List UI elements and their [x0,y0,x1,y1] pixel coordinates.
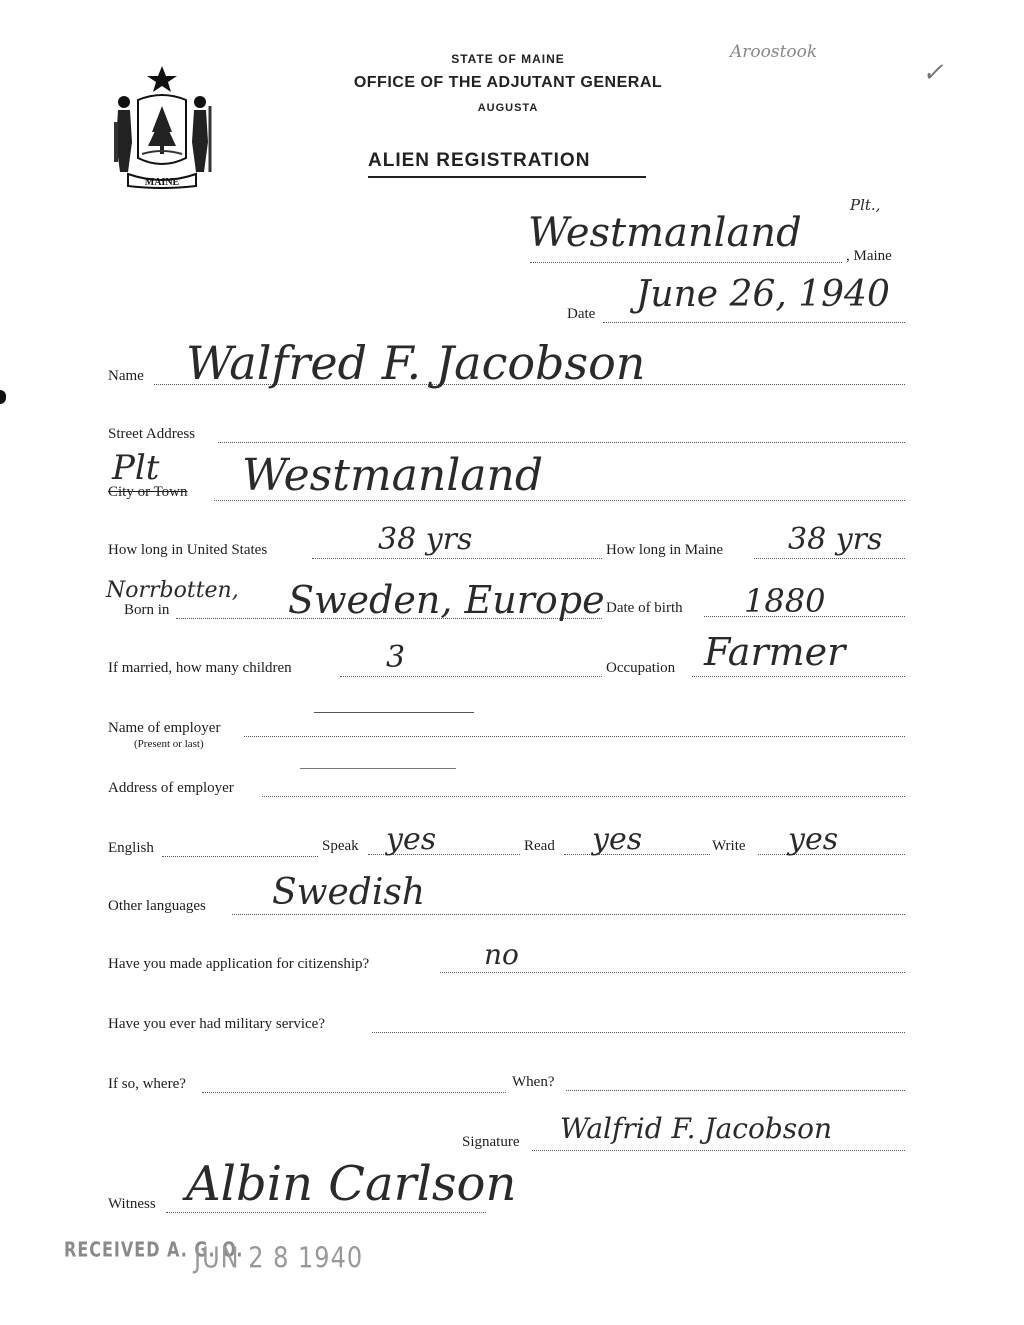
town-suffix: Plt., [850,196,881,214]
employer-dash [314,712,474,713]
city-heading: AUGUSTA [477,102,539,114]
date-line [603,322,905,323]
read-label: Read [524,838,555,854]
name-label: Name [108,368,144,384]
date-label: Date [567,306,596,322]
office-heading: OFFICE OF THE ADJUTANT GENERAL [353,74,663,91]
when-label: When? [512,1074,555,1090]
received-stamp: RECEIVED A. G. O. [64,1237,244,1262]
military-label: Have you ever had military service? [108,1016,325,1032]
state-heading: STATE OF MAINE [451,52,565,66]
maine-line [754,558,905,559]
received-date: JUN 2 8 1940 [194,1241,364,1275]
read-value: yes [592,822,643,857]
employer-address-label: Address of employer [108,780,234,796]
born-region: Norrbotten, [106,578,239,603]
citizenship-value: no [484,938,519,971]
employer-line [244,736,905,737]
occupation-value: Farmer [704,630,846,674]
signature-label: Signature [462,1134,520,1150]
children-value: 3 [386,640,406,675]
where-label: If so, where? [108,1076,186,1092]
us-line [312,558,602,559]
children-line [340,676,602,677]
english-line [162,856,318,857]
when-line [566,1090,905,1091]
maine-value: 38 yrs [788,522,883,557]
other-languages-label: Other languages [108,898,206,914]
employer-address-dash [300,768,456,769]
us-value: 38 yrs [378,522,473,557]
street-label: Street Address [108,426,196,442]
write-label: Write [712,838,746,854]
name-value: Walfred F. Jacobson [186,336,646,390]
signature-value: Walfrid F. Jacobson [560,1112,833,1145]
speak-value: yes [386,822,437,857]
other-languages-value: Swedish [272,872,425,913]
occupation-label: Occupation [606,660,676,676]
maine-label: How long in Maine [606,542,724,558]
signature-line [532,1150,905,1151]
dob-value: 1880 [744,582,826,620]
employer-label: Name of employer [108,720,221,736]
date-value: June 26, 1940 [636,274,890,315]
us-label: How long in United States [108,542,268,558]
citizenship-label: Have you made application for citizenship? [108,956,370,972]
where-line [202,1092,506,1093]
employer-address-line [262,796,905,797]
born-value: Sweden, Europe [288,578,605,622]
title-underline [368,176,646,178]
witness-value: Albin Carlson [186,1156,517,1212]
county-note: Aroostook [730,42,818,62]
witness-line [166,1212,486,1213]
seal-text: MAINE [144,177,180,188]
dob-label: Date of birth [606,600,683,616]
english-label: English [108,840,154,856]
city-label: City or Town [108,484,188,500]
city-value: Westmanland [242,450,544,501]
check-mark: ✓ [922,58,944,88]
city-prefix: Plt [112,448,160,488]
born-label: Born in [124,602,170,618]
other-languages-line [232,914,905,915]
children-label: If married, how many children [108,660,292,676]
occupation-line [692,676,905,677]
state-label: , Maine [846,248,892,264]
street-line [218,442,905,443]
town-line [530,262,842,263]
employer-sublabel: (Present or last) [134,738,204,750]
write-value: yes [788,822,839,857]
citizenship-line [440,972,905,973]
witness-label: Witness [108,1196,156,1212]
town-value: Westmanland [528,210,802,256]
speak-label: Speak [322,838,359,854]
form-title: ALIEN REGISTRATION [368,150,591,171]
military-line [372,1032,905,1033]
binder-mark [0,390,6,404]
